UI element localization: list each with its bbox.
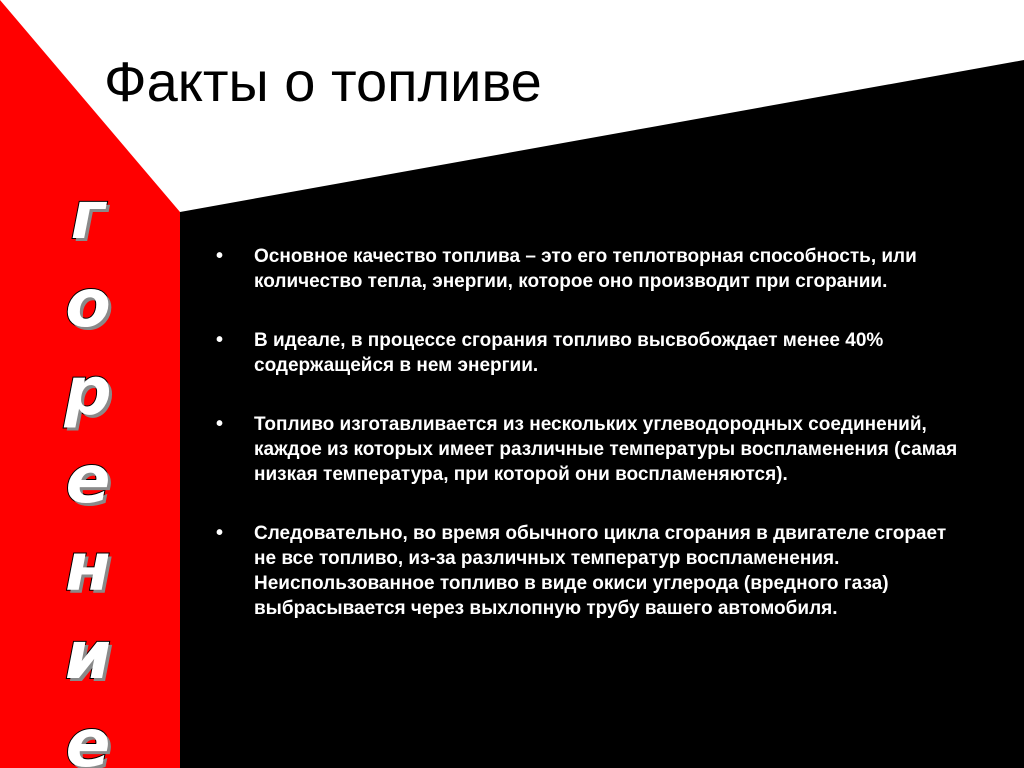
bullet-item	[208, 412, 968, 487]
vertical-letter: и	[64, 617, 112, 694]
slide-title: Факты о топливе	[104, 50, 542, 113]
bullet-marker: •	[216, 329, 224, 351]
bullet-text: Основное качество топлива – это его теплотворная способность, или количество тепла, энергии, которое оно производит при сгорании.	[254, 246, 917, 292]
bullet-text: Следовательно, во время обычного цикла сгорания в двигателе сгорает не все топливо, из-за различных температур воспламенения. Неиспользованное топливо в виде окиси углерода (вредного газа) выбрасывается через выхлопную трубу вашего автомобиля.	[254, 523, 947, 619]
slide-body	[208, 244, 968, 655]
bullet-text: Топливо изготавливается из нескольких углеводородных соединений, каждое из которых имеет различные температуры воспламенения (самая низкая температура, при которой они воспламеняются).	[254, 414, 958, 485]
vertical-letter: р	[64, 353, 112, 430]
vertical-letter: е	[65, 441, 111, 518]
bullet-item	[208, 244, 968, 294]
bullet-marker: •	[216, 522, 224, 544]
bullet-list	[208, 244, 968, 621]
vertical-letter: н	[65, 529, 111, 606]
vertical-letter: е	[65, 705, 111, 768]
bullet-item	[208, 328, 968, 378]
bullet-text: В идеале, в процессе сгорания топливо высвобождает менее 40% содержащейся в нем энергии.	[254, 330, 884, 376]
bullet-marker: •	[216, 245, 224, 267]
vertical-letter: о	[65, 265, 111, 342]
bullet-marker: •	[216, 413, 224, 435]
vertical-letter: г	[70, 177, 106, 254]
vertical-word-gorenie	[38, 172, 138, 768]
bullet-item	[208, 521, 968, 621]
